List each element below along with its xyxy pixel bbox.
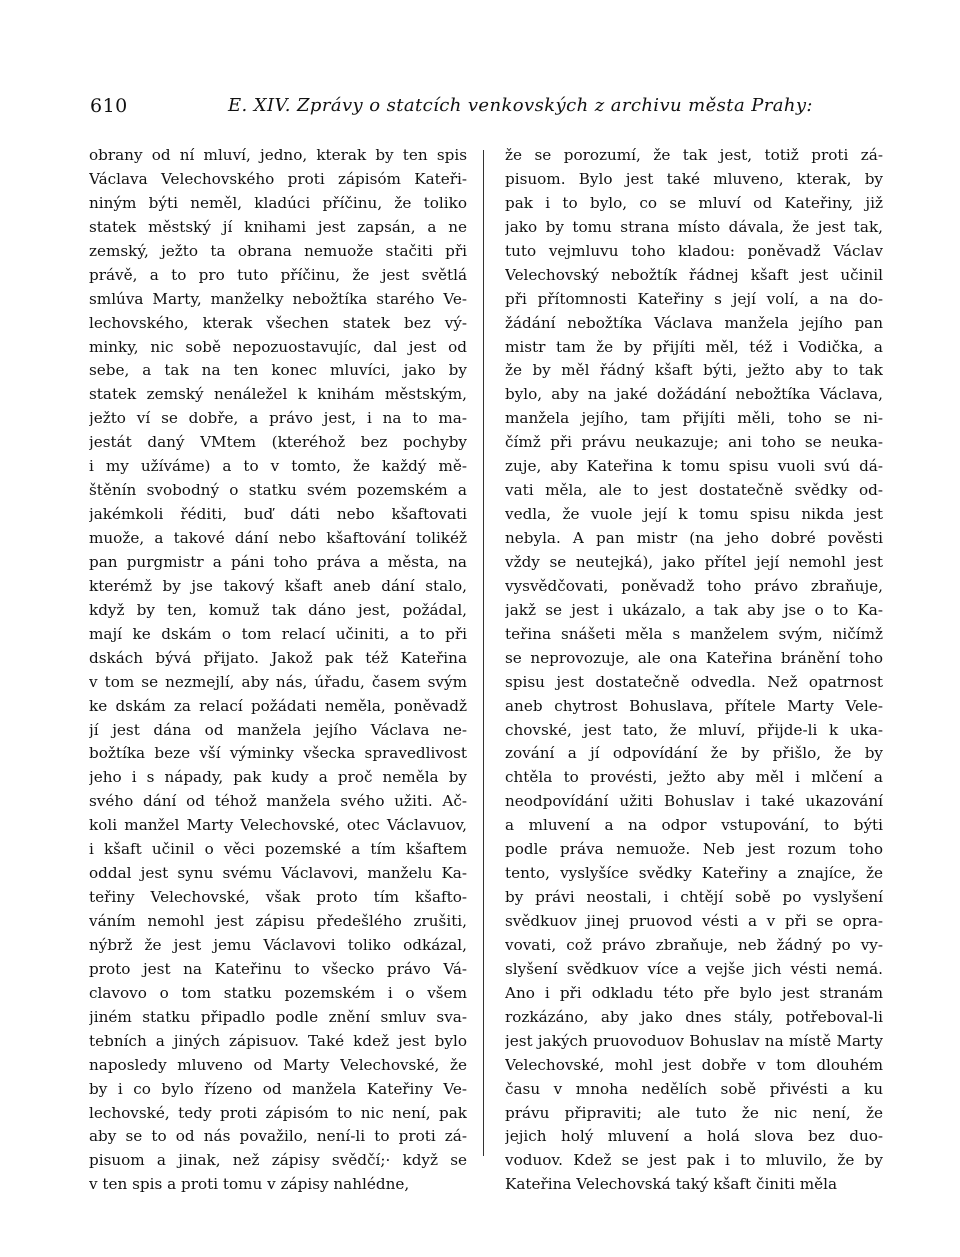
text-line: mají ke dskám o tom relací učiniti, a to při: [89, 624, 467, 643]
text-line: jest jakých pruovoduov Bohuslav na místě Marty: [505, 1031, 883, 1050]
text-line: mistr tam že by přijíti měl, též i Vodička, a: [505, 337, 883, 356]
text-line: svého dání od téhož manžela svého užiti. Ač-: [89, 792, 467, 811]
text-line: obrany od ní mluví, jedno, kterak by ten spis: [89, 146, 467, 164]
text-line: Kateřina Velechovská taký kšaft činiti měla: [505, 1175, 838, 1194]
text-line: právě, a to pro tuto příčinu, že jest světlá: [89, 265, 467, 284]
text-line: podle práva nemuože. Neb jest rozum toho: [505, 840, 883, 859]
text-line: statek městský jí knihami jest zapsán, a ne: [89, 217, 467, 236]
text-line: proto jest na Kateřinu to všecko právo Vá-: [89, 959, 467, 978]
text-line: slyšení svědkuov více a vejše jich vésti nemá.: [505, 959, 883, 978]
text-line: minky, nic sobě nepozuostavujíc, dal jest od: [89, 337, 467, 356]
text-line: voduov. Kdež se jest pak i to mluvilo, že by: [505, 1151, 883, 1170]
text-line: lechovského, kterak všechen statek bez vý-: [89, 313, 467, 332]
text-line: naposledy mluveno od Marty Velechovské, že: [89, 1055, 467, 1074]
text-line: svědkuov jinej pruovod vésti a v při se opra-: [505, 912, 883, 930]
text-line: kterémž by jse takový kšaft aneb dání stalo,: [89, 576, 467, 595]
text-line: Václava Velechovského proti zápisóm Kateři-: [89, 169, 467, 188]
text-line: muože, a takové dání nebo kšaftování tolikéž: [89, 529, 467, 547]
text-line: bylo, aby na jaké dožádání nebožtíka Václava,: [505, 385, 883, 404]
text-line: Velechovský nebožtík řádnej kšaft jest učinil: [505, 265, 883, 284]
text-line: rozkázáno, aby jako dnes stály, potřeboval-li: [505, 1007, 883, 1026]
text-line: že by měl řádný kšaft býti, ježto aby to tak: [505, 361, 883, 380]
text-line: vati měla, ale to jest dostatečně svědky od-: [505, 481, 883, 500]
text-line: jakž se jest i ukázalo, a tak aby jse o to Ka-: [505, 600, 883, 619]
text-line: aby se to od nás považilo, není-li to proti zá-: [89, 1127, 467, 1146]
text-line: smlúva Marty, manželky nebožtíka starého Ve-: [89, 289, 467, 308]
text-line: vovati, což právo zbraňuje, neb žádný po vy-: [505, 935, 883, 954]
text-line: jakémkoli řéditi, buď dáti nebo kšaftovati: [89, 505, 467, 524]
text-line: tebních a jiných zápisuov. Také kdež jest bylo: [89, 1031, 467, 1050]
page-number: 610: [90, 95, 128, 117]
running-head: E. XIV. Zprávy o statcích venkovských z archivu města Prahy:: [228, 95, 813, 116]
text-line: pak i to bylo, co se mluví od Kateřiny, již: [505, 193, 883, 212]
text-line: ke dskám za relací požádati neměla, poněvadž: [89, 696, 467, 715]
text-line: jiném statku připadlo podle znění smluv sva-: [89, 1007, 467, 1026]
text-line: oddal jest synu svému Václavovi, manželu Ka-: [89, 864, 467, 883]
text-line: štěnín svobodný o statku svém pozemském a: [89, 481, 467, 500]
text-line: právu připraviti; ale tuto že nic není, že: [505, 1103, 883, 1122]
text-line: jí jest dána od manžela jejího Václava ne-: [89, 720, 467, 739]
text-line: manžela jejího, tam přijíti měli, toho se ni-: [505, 409, 883, 428]
text-line: váním nemohl jest zápisu předešlého zrušiti,: [89, 912, 467, 930]
text-line: chovské, jest tato, že mluví, přijde-li k uka-: [505, 720, 883, 739]
text-line: vedla, že vuole její k tomu spisu nikda jest: [505, 505, 883, 524]
text-line: v ten spis a proti tomu v zápisy nahlédne,: [89, 1175, 410, 1194]
text-line: při přítomnosti Kateřiny s její volí, a na do-: [505, 289, 883, 308]
text-line: když by ten, komuž tak dáno jest, požádal,: [89, 600, 467, 619]
text-line: ježto ví se dobře, a právo jest, i na to ma-: [89, 409, 467, 428]
text-line: se neprovozuje, ale ona Kateřina bránění toho: [505, 648, 883, 667]
text-line: božtíka beze vší výminky všecka spravedlivost: [89, 744, 467, 763]
text-line: zemský, ježto ta obrana nemuože stačiti při: [89, 241, 467, 260]
text-line: že se porozumí, že tak jest, totiž proti zá-: [505, 146, 883, 164]
text-line: statek zemský nenáležel k knihám městským,: [89, 385, 467, 404]
text-line: sebe, a tak na ten konec mluvíci, jako by: [89, 361, 467, 380]
text-line: vysvědčovati, poněvadž toho právo zbraňuje,: [505, 576, 883, 595]
text-line: času v mnoha nedělích sobě přivésti a ku: [505, 1079, 883, 1098]
text-line: clavovo o tom statku pozemském i o všem: [89, 983, 467, 1002]
page-header: [90, 95, 890, 123]
text-line: tento, vyslyšíce svědky Kateřiny a znajíce, že: [505, 864, 883, 883]
text-line: aneb chytrost Bohuslava, přítele Marty Vele-: [505, 696, 883, 715]
text-line: neodpovídání užiti Bohuslav i také ukazování: [505, 792, 883, 811]
text-line: i kšaft učinil o věci pozemské a tím kšaftem: [89, 840, 467, 859]
text-line: vždy se neutejká), jako přítel její nemohl jest: [505, 552, 883, 571]
left-text-column: [89, 144, 467, 1197]
text-line: jejich holý mluvení a holá slova bez duo-: [505, 1127, 883, 1146]
text-line: dskách bývá přijato. Jakož pak též Kateřina: [89, 648, 467, 667]
text-line: Velechovské, mohl jest dobře v tom dlouhém: [505, 1055, 883, 1074]
column-divider: [483, 150, 484, 1156]
text-line: čímž při právu neukazuje; ani toho se neuka-: [505, 433, 883, 452]
text-line: koli manžel Marty Velechovské, otec Václavuov,: [89, 816, 467, 835]
text-line: teřina snášeti měla s manželem svým, ničímž: [505, 624, 883, 643]
text-line: i my užíváme) a to v tomto, že každý mě-: [89, 457, 467, 476]
text-line: zování a jí odpovídání že by přišlo, že by: [505, 744, 883, 763]
text-line: pisuom a jinak, než zápisy svědčí;· když se: [89, 1151, 467, 1170]
text-line: jeho i s nápady, pak kudy a proč neměla by: [89, 768, 467, 787]
text-line: tuto vejmluvu toho kladou: poněvadž Václav: [505, 241, 883, 260]
text-line: nýbrž že jest jemu Václavovi toliko odkázal,: [89, 935, 467, 954]
text-line: pisuom. Bylo jest také mluveno, kterak, by: [505, 169, 883, 188]
text-line: Ano i při odkladu této pře bylo jest stranám: [505, 983, 883, 1002]
text-line: spisu jest dostatečně odvedla. Než opatrnost: [505, 672, 883, 691]
text-line: jestát daný VMtem (kteréhož bez pochyby: [89, 433, 467, 452]
right-text-column: [505, 144, 883, 1197]
text-line: pan purgmistr a páni toho práva a města, na: [89, 552, 467, 571]
text-line: a mluvení a na odpor vstupování, to býti: [505, 816, 883, 835]
text-line: žádání nebožtíka Václava manžela jejího pan: [505, 313, 883, 332]
text-line: lechovské, tedy proti zápisóm to nic není, pak: [89, 1103, 467, 1122]
text-line: by i co bylo řízeno od manžela Kateřiny Ve-: [89, 1079, 467, 1098]
text-line: zuje, aby Kateřina k tomu spisu vuoli svú dá-: [505, 457, 883, 476]
text-line: jako by tomu strana místo dávala, že jest tak,: [505, 217, 883, 236]
text-line: v tom se nezmejlí, aby nás, úřadu, časem svým: [89, 672, 467, 691]
text-line: nebyla. A pan mistr (na jeho dobré pověsti: [505, 529, 883, 547]
text-line: by právi neostali, i chtějí sobě po vyslyšení: [505, 888, 883, 907]
text-line: teřiny Velechovské, však proto tím kšafto-: [89, 888, 467, 907]
text-line: chtěla to provésti, ježto aby měl i mlčení a: [505, 768, 883, 787]
text-line: niným býti neměl, kladúci příčinu, že toliko: [89, 193, 467, 212]
